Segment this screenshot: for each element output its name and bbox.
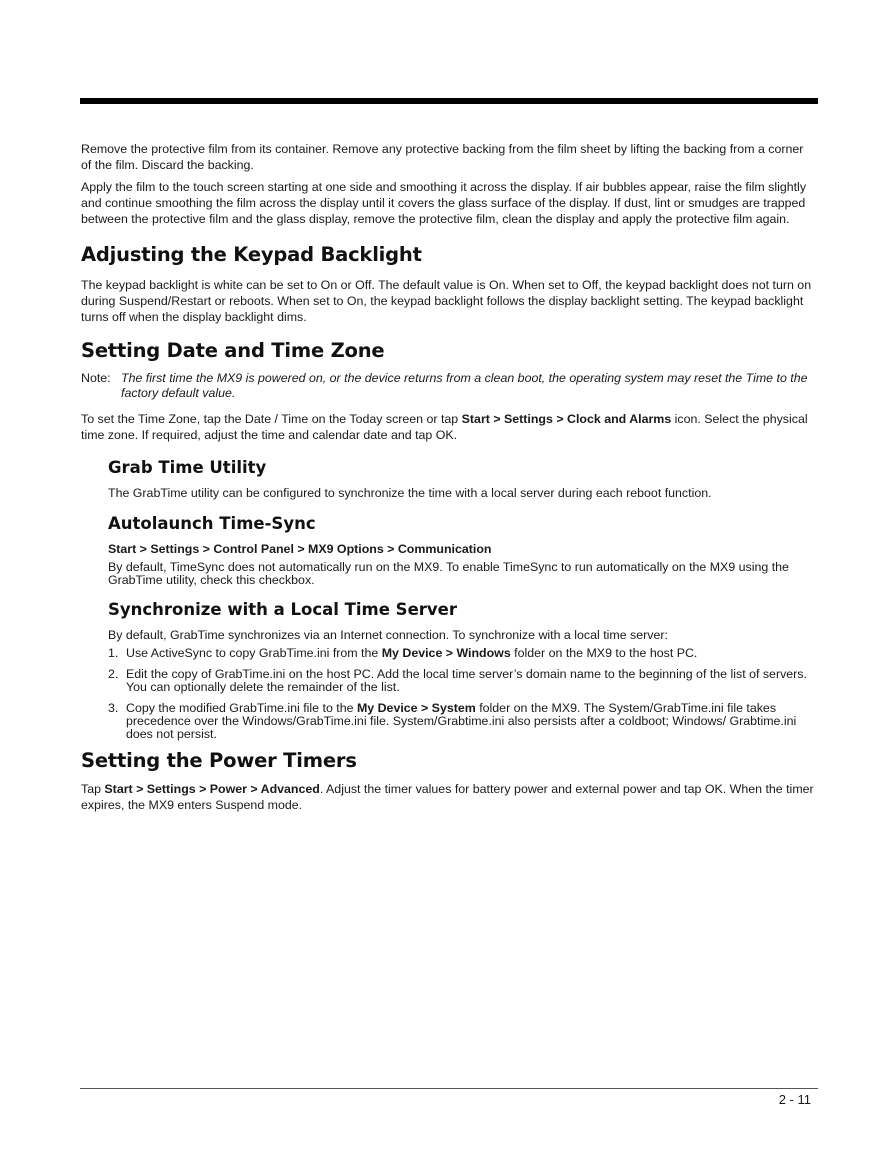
- autolaunch-heading: Autolaunch Time-Sync: [108, 514, 316, 533]
- sync-heading: Synchronize with a Local Time Server: [108, 600, 457, 619]
- note: [81, 371, 817, 401]
- date-time-heading: Setting Date and Time Zone: [81, 339, 385, 362]
- sync-body: By default, GrabTime synchronizes via an Internet connection. To synchronize with a local time server:: [108, 628, 668, 642]
- top-rule: [80, 98, 818, 104]
- grab-time-body: The GrabTime utility can be configured to synchronize the time with a local server during each reboot function.: [108, 486, 712, 500]
- intro-paragraph-1: Remove the protective film from its container. Remove any protective backing from the film sheet by lifting the backing from a corner of the film. Discard the backing.: [81, 142, 804, 172]
- note-label: Note:: [81, 371, 111, 385]
- keypad-backlight-heading: Adjusting the Keypad Backlight: [81, 243, 422, 266]
- date-time-body: To set the Time Zone, tap the Date / Time on the Today screen or tap Start > Settings > Clock and Alarms icon. Select the physical time zone. If required, adjust the time and calendar date and tap OK.: [81, 412, 808, 442]
- list-item: 2. Edit the copy of GrabTime.ini on the host PC. Add the local time server’s domain name to the beginning of the list of servers. You can optionally delete the remainder of the list.: [108, 667, 807, 694]
- note-text: The first time the MX9 is powered on, or the device returns from a clean boot, the operating system may reset the Time to the factory default value.: [121, 371, 808, 400]
- sync-steps: [108, 647, 817, 741]
- list-item: 3. Copy the modified GrabTime.ini file to the My Device > System folder on the MX9. The System/GrabTime.ini file takes precedence over the Windows/GrabTime.ini file. System/Grabtime.ini also persists after a coldboot; Windows/ Grabtime.ini does not persist.: [108, 701, 797, 741]
- keypad-backlight-body: The keypad backlight is white can be set to On or Off. The default value is On. When set to Off, the keypad backlight does not turn on during Suspend/Restart or reboots. When set to On, the keypad backlight follows the display backlight setting. The keypad backlight turns off when the display backlight dims.: [81, 278, 812, 324]
- autolaunch-path: Start > Settings > Control Panel > MX9 Options > Communication: [108, 542, 492, 556]
- list-item: 1. Use ActiveSync to copy GrabTime.ini from the My Device > Windows folder on the MX9 to the host PC.: [108, 646, 698, 660]
- intro-paragraph-2: Apply the film to the touch screen starting at one side and smoothing it across the display. If air bubbles appear, raise the film slightly and continue smoothing the film across the display until it covers the glass surface of the display. If dust, lint or smudges are trapped between the protective film and the glass display, remove the protective film, clean the display and apply the protective film again.: [81, 180, 807, 226]
- power-timers-heading: Setting the Power Timers: [81, 749, 357, 772]
- grab-time-heading: Grab Time Utility: [108, 458, 267, 477]
- bottom-rule: [80, 1088, 818, 1089]
- page-content: [81, 141, 817, 813]
- power-timers-body: Tap Start > Settings > Power > Advanced. Adjust the timer values for battery power and external power and tap OK. When the timer expires, the MX9 enters Suspend mode.: [81, 782, 814, 812]
- page-number: 2 - 11: [778, 1092, 811, 1107]
- autolaunch-body: By default, TimeSync does not automatically run on the MX9. To enable TimeSync to run automatically on the MX9 using the GrabTime utility, check this checkbox.: [108, 560, 789, 587]
